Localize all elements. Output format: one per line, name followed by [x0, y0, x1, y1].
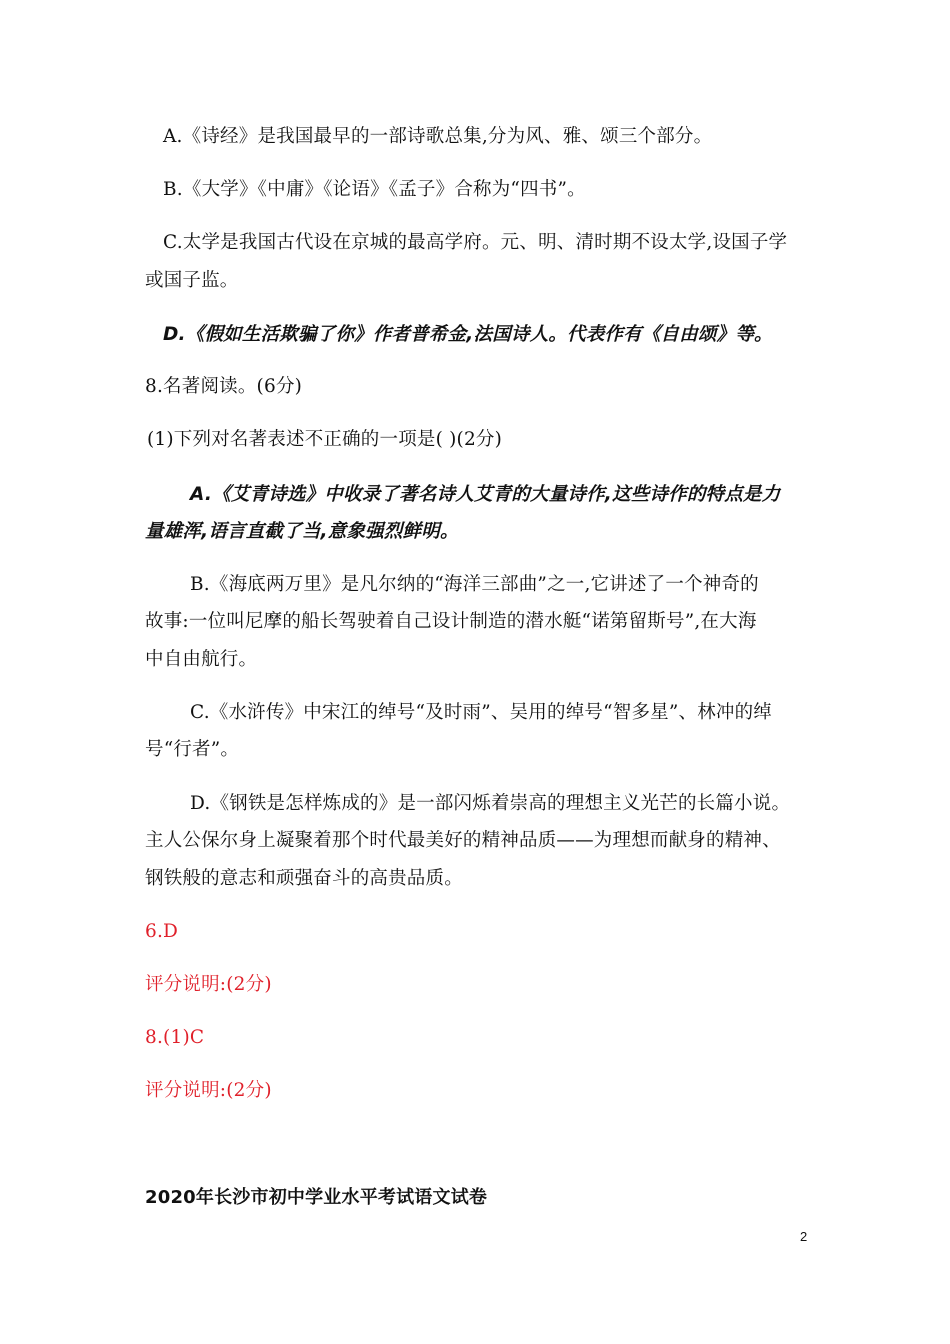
answer-8-scoring-note: 评分说明:(2分) — [145, 1080, 272, 1101]
answer-6: 6.D — [145, 921, 179, 942]
q8-option-d-line2: 主人公保尔身上凝聚着那个时代最美好的精神品质——为理想而献身的精神、 — [145, 830, 781, 851]
q8-option-a-line1: A.《艾青诗选》中收录了著名诗人艾青的大量诗作,这些诗作的特点是力 — [190, 484, 781, 505]
q8-option-d-line3: 钢铁般的意志和顽强奋斗的高贵品质。 — [145, 868, 463, 889]
q8-option-c-line1: C.《水浒传》中宋江的绰号“及时雨”、吴用的绰号“智多星”、林冲的绰 — [190, 702, 773, 723]
q8-option-d-line1: D.《钢铁是怎样炼成的》是一部闪烁着崇高的理想主义光芒的长篇小说。 — [190, 793, 791, 814]
q7-option-b: B.《大学》《中庸》《论语》《孟子》合称为“四书”。 — [163, 179, 586, 200]
q8-option-a-line2: 量雄浑,语言直截了当,意象强烈鲜明。 — [145, 521, 459, 542]
q8-option-b-line1: B.《海底两万里》是凡尔纳的“海洋三部曲”之一,它讲述了一个神奇的 — [190, 574, 759, 595]
exam-title: 2020年长沙市初中学业水平考试语文试卷 — [145, 1187, 488, 1208]
q8-option-b-line2: 故事:一位叫尼摩的船长驾驶着自己设计制造的潜水艇“诺第留斯号”,在大海 — [145, 611, 757, 632]
q7-option-d: D.《假如生活欺骗了你》作者普希金,法国诗人。代表作有《自由颂》等。 — [163, 324, 773, 345]
q8-option-c-line2: 号“行者”。 — [145, 739, 240, 760]
q8-heading: 8.名著阅读。(6分) — [145, 376, 303, 397]
q7-option-a: A.《诗经》是我国最早的一部诗歌总集,分为风、雅、颂三个部分。 — [163, 126, 713, 147]
answer-8: 8.(1)C — [145, 1027, 205, 1048]
page-number: 2 — [800, 1229, 808, 1244]
answer-6-scoring-note: 评分说明:(2分) — [145, 974, 272, 995]
q8-subquestion-1: (1)下列对名著表述不正确的一项是( )(2分) — [147, 429, 503, 450]
q7-option-c-line2: 或国子监。 — [145, 270, 239, 291]
q7-option-c-line1: C.太学是我国古代设在京城的最高学府。元、明、清时期不设太学,设国子学 — [163, 232, 788, 253]
q8-option-b-line3: 中自由航行。 — [145, 649, 258, 670]
